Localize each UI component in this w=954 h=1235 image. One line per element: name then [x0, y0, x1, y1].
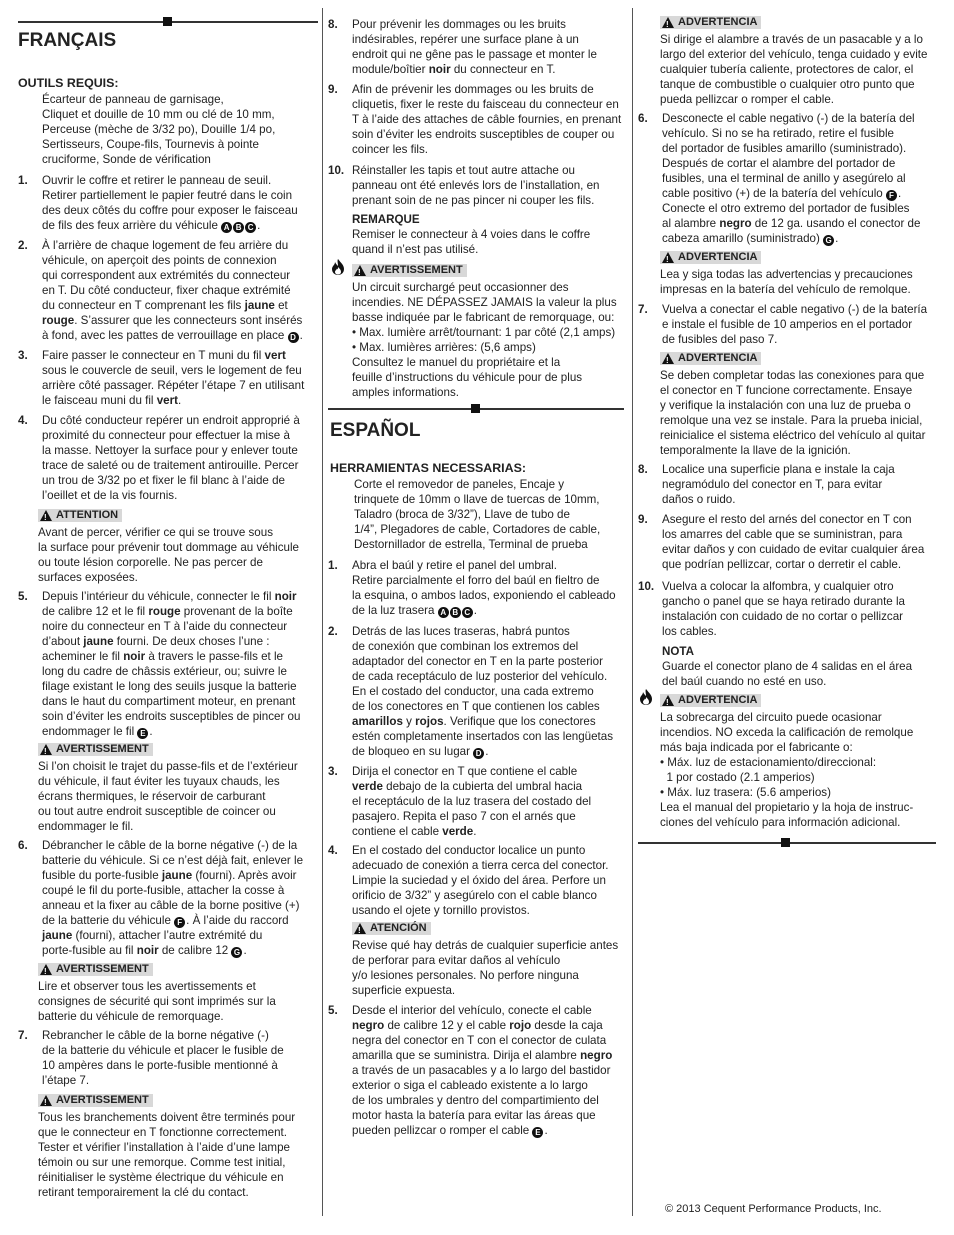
- step-text: En el costado del conductor localice un punto adecuado de conexión a tierra cerca del conector. Limpie la suciedad y el óxido del área. Perfore un orificio de 3/32” y asegúrelo con el cable blanco usando el ojete y tornillo provistos.: [352, 844, 609, 917]
- warning-label: ADVERTENCIA: [678, 352, 758, 364]
- step-text: Vuelva a colocar la alfombra, y cualquier otro gancho o panel que se haya retirado durante la instalación con cuidado de no cortar o pellizcar los cables.: [662, 580, 906, 638]
- warning-badge: [660, 694, 761, 707]
- step-number: 3.: [328, 765, 338, 778]
- note-french: REMARQUE Remiser le connecteur à 4 voies dans le coffre quand il n’est pas utilisé.: [352, 212, 624, 257]
- step-text: Detrás de las luces traseras, habrá puntos de conexión que combinan los extremos del adaptador del conector en T en la parte posterior de cada receptáculo de luz posterior del vehículo. En el costado del conductor, una cada extremo de los conectores en T que contienen los cables amarillos y rojos. Verifique que los conectores estén completamente insertados con las lengüetas de bloqueo en su lugar D .: [352, 625, 614, 758]
- warning-text: Avant de percer, vérifier ce qui se trouve sous la surface pour prévenir tout dommage au véhicule ou toute lésion corporelle. Ne pas percer de surfaces exposées.: [38, 526, 300, 584]
- step-text: Débrancher le câble de la borne négative (-) de la batterie du véhicule. Si ce n’est déjà fait, enlever le fusible du porte-fusible jaune (fourni). Après avoir coupé le fil du porte-fusible, attacher la cosse à anneau et la fixer au câble de la borne positive (+) de la batterie du véhicule F . À l’aide du raccord jaune (fourni), attacher l’autre extrémité du porte-fusible au fil noir de calibre 12 G .: [42, 839, 304, 957]
- warning-text: Se deben completar todas las conexiones para que el conector en T funcione correctamente. Ensaye y verifique la instalación con una luz de prueba o remolque una vez se instale. Para la prueba inicial, reinicialice el sistema eléctrico del vehículo al quitar temporalmente la llave de la ignición.: [660, 369, 926, 457]
- step-number: 9.: [328, 83, 338, 96]
- warning-triangle-icon: [354, 265, 366, 276]
- warning-badge: [352, 922, 431, 935]
- step-text: Afin de prévenir les dommages ou les bruits de cliquetis, fixer le reste du faisceau du connecteur en T à l’aide des attaches de câble fournies, en prenant soin d’éviter les endroits susceptibles de couper ou coincer les fils.: [352, 83, 622, 156]
- tools-list-french: Écarteur de panneau de garnisage, Cliquet et douille de 10 mm ou clé de 10 mm, Perceuse (mèche de 3/32 po), Douille 1/4 po, Sertisseurs, Coupe-fils, Tournevis à pointe cruciforme, Sonde de vérification: [42, 93, 276, 166]
- warning-text: Revise qué hay detrás de cualquier superficie antes de perforar para evitar daños al vehículo y/o lesiones personales. No perfore ninguna superficie expuesta.: [352, 939, 619, 997]
- warning-spanish-5: [660, 694, 938, 830]
- warning-triangle-icon: [40, 1095, 52, 1106]
- warning-label: ADVERTENCIA: [678, 251, 758, 263]
- warning-triangle-icon: [40, 744, 52, 755]
- step-number: 5.: [18, 590, 28, 603]
- warning-label: AVERTISSEMENT: [56, 963, 149, 975]
- warning-text: Un circuit surchargé peut occasionner des incendies. NE DÉPASSEZ JAMAIS la valeur la plus basse indiquée par le fabricant de remorquage, ou: • Max. lumière arrêt/tournant: 1 par côté (2,1 amps) • Max. lumières arrières: (5,6 amps) Consultez le manuel du propriétaire et la feuille d’instructions du véhicule pour de plus amples informations.: [352, 281, 617, 399]
- warning-text: Si dirige el alambre a través de un pasacable y a lo largo del exterior del vehículo, tenga cuidado y evite cualquier tubería caliente, protectores de calor, el tanque de combustible o cualquier otro punto que pueda pellizcar o romper el cable.: [660, 33, 928, 106]
- step-number: 8.: [638, 463, 648, 476]
- step-text: Desde el interior del vehículo, conecte el cable negro de calibre 12 y el cable rojo desde la caja negra del conector en T con el conector de culata amarilla que se suministra. Dirija el alambre negro a través de un pasacables y a lo largo del bastidor exterior o siga el cableado existente a lo largo de los umbrales y dentro del compartimiento del motor hasta la batería para evitar las áreas que pueden pellizcar o romper el cable E .: [352, 1004, 613, 1137]
- step-number: 2.: [18, 239, 28, 252]
- warning-badge: [38, 1094, 153, 1107]
- warning-spanish-4: [660, 352, 938, 458]
- warning-text: Lire et observer tous les avertissements et consignes de sécurité qui sont imprimés sur la batterie du véhicule de remorquage.: [38, 980, 276, 1023]
- step-text: Desconecte el cable negativo (-) de la batería del vehículo. Si no se ha retirado, retire el fusible del portador de fusibles amarillo (suministrado). Después de cortar el alambre del portador de fusibles, una el terminal de anillo y asegúrelo al cable positivo (+) de la batería del vehículo F . Conecte el otro extremo del portador de fusibles al alambre negro de 12 ga. usando el conector de cabeza amarillo (suministrado) G .: [662, 112, 921, 245]
- warning-spanish-1: [352, 922, 624, 998]
- warning-french-5: [352, 264, 624, 400]
- step-number: 4.: [328, 844, 338, 857]
- step-text: À l’arrière de chaque logement de feu arrière du véhicule, on aperçoit des points de connexion qui correspondent aux extrémités du connecteur en T. Du côté conducteur, fixer chaque extrémité du connecteur en T comprenant les fils jaune et rouge. S’assurer que les connecteurs sont insérés à fond, avec les pattes de verrouillage en place D .: [42, 239, 303, 342]
- step-number: 1.: [328, 559, 338, 572]
- tools-list-spanish: Corte el removedor de paneles, Encaje y trinquete de 10mm o llave de tuercas de 10mm, Taladro (broca de 3/32”), Llave de tubo de 1/4”, Plegadores de cable, Cortadores de cable, Destornillador de estrella, Terminal de prueba: [354, 478, 601, 551]
- step-text: Rebrancher le câble de la borne négative (-) de la batterie du véhicule et placer le fusible de 10 ampères dans le porte-fusible mentionné à l’étape 7.: [42, 1029, 284, 1087]
- warning-badge: [38, 963, 153, 976]
- warning-triangle-icon: [40, 510, 52, 521]
- tools-heading-french: OUTILS REQUIS:: [18, 76, 119, 90]
- step-text: Depuis l’intérieur du véhicule, connecter le fil noir de calibre 12 et le fil rouge provenant de la boîte noire du connecteur en T à l’aide du connecteur d’about jaune fourni. De deux choses l’une : acheminer le fil noir à travers le passe-fils et le long du cadre de châssis extérieur, ou; suivre le filage existant le long des seuils jusque la batterie dans le haut du compartiment moteur, en prenant soin d’éviter les endroits susceptibles de pincer ou endommager le fil E .: [42, 590, 301, 738]
- section-title-spanish: ESPAÑOL: [330, 420, 421, 441]
- warning-text: Tous les branchements doivent être terminés pour que le connecteur en T fonctionne correctement. Tester et vérifier l’installation à l’aide d’une lampe témoin ou sur une remorque. Comme test initial, réinitialiser le système électrique du véhicule en retirant temporairement la clé du contact.: [38, 1111, 296, 1199]
- step-text: Vuelva a conectar el cable negativo (-) de la batería e instale el fusible de 10 amperios en el portador de fusibles del paso 7.: [662, 303, 928, 346]
- warning-badge: [660, 16, 761, 29]
- warning-label: ADVERTENCIA: [678, 16, 758, 28]
- warning-triangle-icon: [40, 964, 52, 975]
- step-text: Faire passer le connecteur en T muni du fil vert sous le couvercle de seuil, vers le logement de feu arrière côté passager. Répéter l’étape 7 en utilisant le faisceau muni du fil vert.: [42, 349, 305, 407]
- warning-triangle-icon: [662, 353, 674, 364]
- step-text: Dirija el conector en T que contiene el cable verde debajo de la cubierta del umbral hacia el receptáculo de la luz trasera del costado del pasajero. Repita el paso 7 con el arnés que contiene el cable verde.: [352, 765, 592, 838]
- step-text: Localice una superficie plana e instale la caja negramódulo del conector en T, para evitar daños o ruido.: [662, 463, 895, 506]
- warning-label: ATENCIÓN: [370, 922, 427, 934]
- step-text: Du côté conducteur repérer un endroit approprié à proximité du connecteur pour effectuer la mise à la masse. Nettoyer la surface pour y enlever toute trace de saleté ou de traitement antirouille. Percer un trou de 3/32 po et fixer le fil blanc à l’aide de l’oeillet et de la vis fournis.: [42, 414, 300, 502]
- step-number: 1.: [18, 174, 28, 187]
- warning-french-1: [38, 509, 310, 585]
- step-number: 6.: [18, 839, 28, 852]
- step-number: 10.: [638, 580, 655, 593]
- warning-label: AVERTISSEMENT: [56, 1094, 149, 1106]
- warning-triangle-icon: [662, 17, 674, 28]
- fire-hazard-icon: [638, 688, 654, 706]
- warning-badge: [660, 352, 761, 365]
- warning-badge: [660, 251, 761, 264]
- step-number: 10.: [328, 164, 345, 177]
- section-rule: [328, 408, 624, 410]
- step-text: Réinstaller les tapis et tout autre attache ou panneau ont été enlevés lors de l’installation, en prenant soin de ne pas pincer ni couper les fils.: [352, 164, 600, 207]
- section-rule: [18, 21, 318, 23]
- warning-text: Si l’on choisit le trajet du passe-fils et de l’extérieur du véhicule, il faut éviter les tuyaux chauds, les écrans thermiques, le réservoir de carburant ou tout autre endroit susceptible de coincer ou endommager le fil.: [38, 760, 298, 833]
- step-number: 7.: [18, 1029, 28, 1042]
- tools-heading-spanish: HERRAMIENTAS NECESSARIAS:: [330, 461, 526, 475]
- note-heading: REMARQUE: [352, 213, 420, 226]
- step-number: 3.: [18, 349, 28, 362]
- section-rule: [638, 842, 936, 844]
- column-divider: [632, 8, 633, 1216]
- step-number: 2.: [328, 625, 338, 638]
- warning-spanish-2: [660, 16, 938, 107]
- warning-badge: [38, 509, 122, 522]
- warning-french-3: [38, 963, 310, 1024]
- warning-spanish-3: [660, 251, 938, 297]
- warning-triangle-icon: [354, 923, 366, 934]
- step-number: 6.: [638, 112, 648, 125]
- warning-label: AVERTISSEMENT: [370, 264, 463, 276]
- section-title-french: FRANÇAIS: [18, 30, 117, 51]
- warning-french-4: [38, 1094, 310, 1200]
- fire-hazard-icon: [330, 258, 346, 276]
- step-text: Ouvrir le coffre et retirer le panneau de seuil. Retirer partiellement le papier feutré dans le coin des deux côtés du coffre pour exposer le faisceau de fils des feux arrière du véhicule A B C .: [42, 174, 298, 232]
- warning-french-2: [38, 743, 310, 834]
- warning-label: AVERTISSEMENT: [56, 743, 149, 755]
- warning-text: Lea y siga todas las advertencias y precauciones impresas en la batería del vehículo de remolque.: [660, 268, 913, 296]
- warning-badge: [38, 743, 153, 756]
- step-number: 7.: [638, 303, 648, 316]
- warning-text: La sobrecarga del circuito puede ocasionar incendios. NO exceda la calificación de remolque más baja indicada por el fabricante o: • Máx. luz de estacionamiento/direccional: 1 por costado (2.1 amperios) • Máx. luz trasera: (5.6 amperios) Lea el manual del propietario y la hoja de instruc- ciones del vehículo para información adicional.: [660, 711, 914, 829]
- warning-triangle-icon: [662, 252, 674, 263]
- warning-label: ATTENTION: [56, 509, 119, 521]
- step-number: 9.: [638, 513, 648, 526]
- column-divider: [322, 8, 323, 1216]
- warning-triangle-icon: [662, 695, 674, 706]
- step-text: Abra el baúl y retire el panel del umbral. Retire parcialmente el forro del baúl en fieltro de la esquina, o ambos lados, exponiendo el cableado de la luz trasera A B C .: [352, 559, 616, 617]
- note-heading: NOTA: [662, 645, 694, 658]
- step-text: Pour prévenir les dommages ou les bruits indésirables, repérer une surface plane à un endroit qui ne gêne pas le passage et monter le module/boîtier noir du connecteur en T.: [352, 18, 597, 76]
- step-number: 8.: [328, 18, 338, 31]
- step-number: 5.: [328, 1004, 338, 1017]
- copyright: © 2013 Cequent Performance Products, Inc.: [665, 1203, 882, 1215]
- step-number: 4.: [18, 414, 28, 427]
- warning-label: ADVERTENCIA: [678, 694, 758, 706]
- warning-badge: [352, 264, 467, 277]
- step-text: Asegure el resto del arnés del conector en T con los amarres del cable que se suministran, para evitar daños y con cuidado de evitar cualquier área que podrían pellizcar, cortar o derretir el cable.: [662, 513, 925, 571]
- note-spanish: NOTA Guarde el conector plano de 4 salidas en el área del baúl cuando no esté en uso.: [662, 644, 938, 689]
